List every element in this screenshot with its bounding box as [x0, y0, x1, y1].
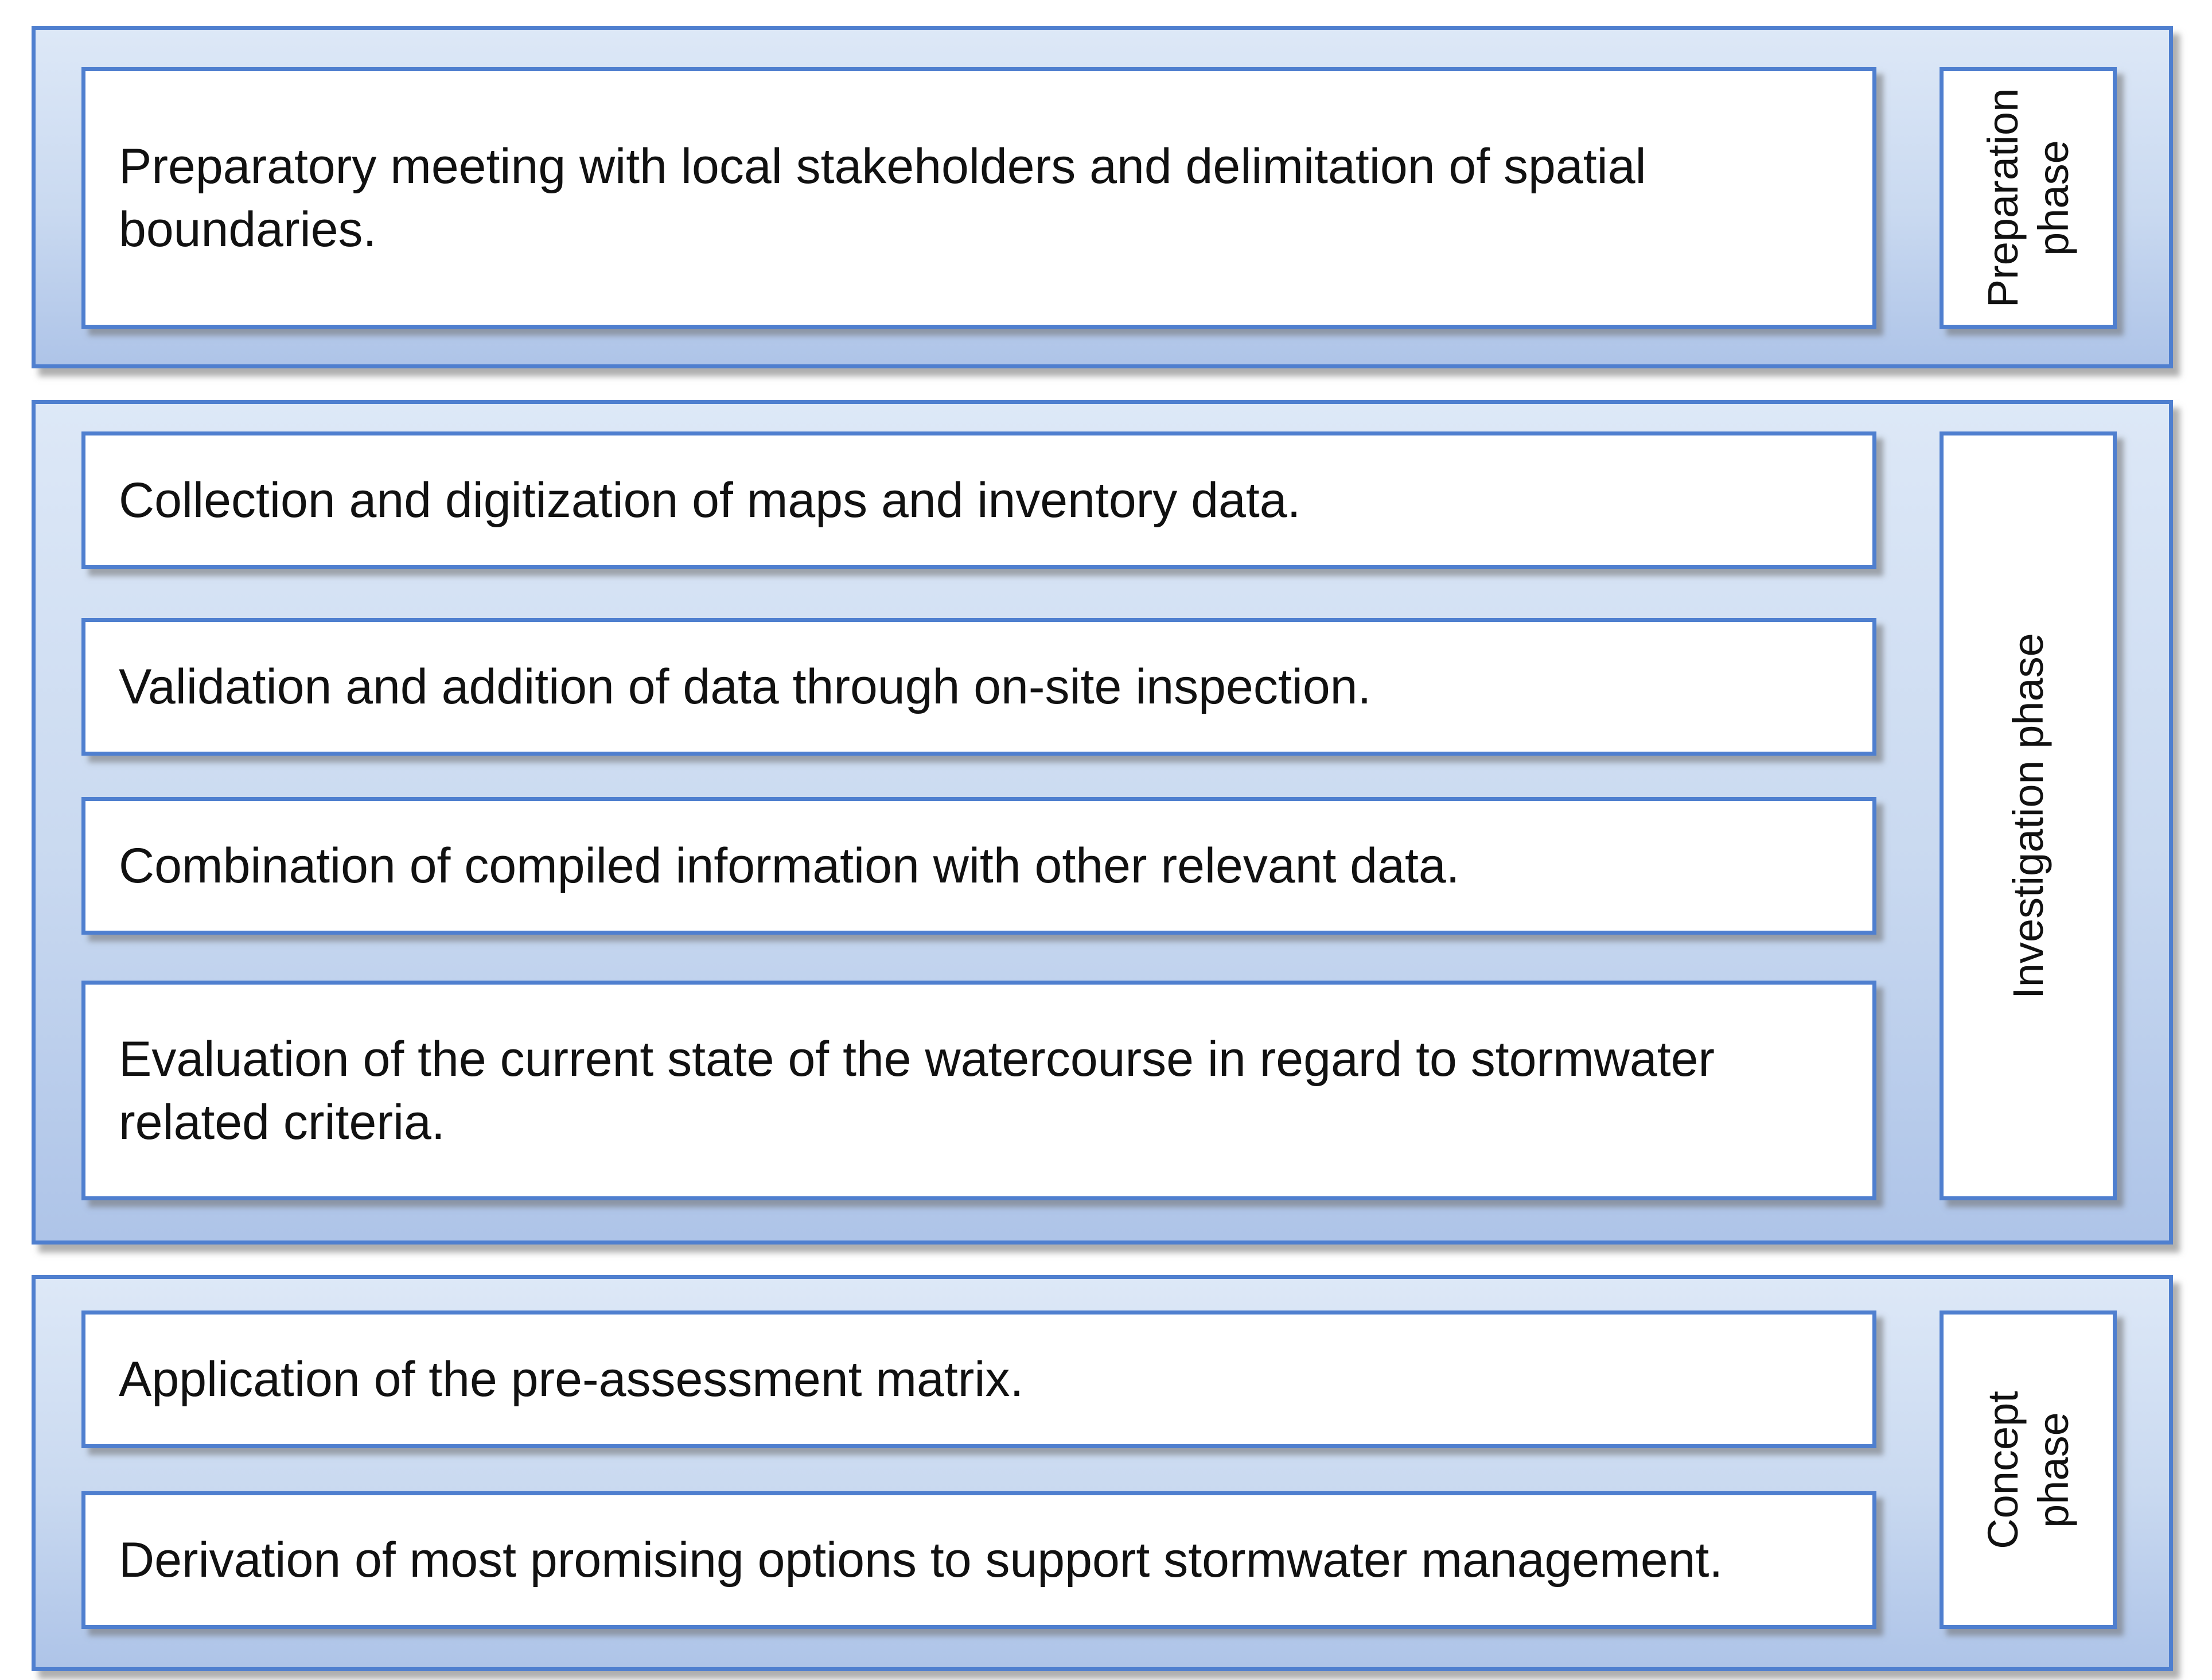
investigation-phase-panel [32, 400, 2173, 1245]
preparation-phase-label: Preparation phase [1979, 88, 2077, 308]
step-text: Evaluation of the current state of the watercourse in regard to stormwater related criteria. [119, 1031, 1715, 1150]
step-text: Collection and digitization of maps and inventory data. [119, 473, 1301, 528]
investigation-phase-label-box [1940, 431, 2117, 1200]
step-box-validation [81, 618, 1876, 756]
investigation-phase-label: Investigation phase [2004, 633, 2052, 999]
step-text: Preparatory meeting with local stakeholders and delimitation of spatial boundaries. [119, 139, 1646, 257]
step-text: Validation and addition of data through on-site inspection. [119, 659, 1372, 714]
step-text: Application of the pre-assessment matrix. [119, 1352, 1024, 1407]
step-text: Combination of compiled information with other relevant data. [119, 838, 1460, 893]
preparation-phase-panel [32, 26, 2173, 368]
concept-phase-panel [32, 1275, 2173, 1671]
step-box-combination [81, 797, 1876, 935]
step-text: Derivation of most promising options to support stormwater management. [119, 1533, 1723, 1588]
concept-phase-label: Concept phase [1979, 1390, 2077, 1549]
step-box-evaluation [81, 981, 1876, 1200]
step-box-application-matrix [81, 1310, 1876, 1448]
step-box-collection-digitization [81, 431, 1876, 569]
step-box-preparatory-meeting [81, 67, 1876, 329]
step-box-derivation-options [81, 1491, 1876, 1629]
concept-phase-label-box [1940, 1310, 2117, 1629]
preparation-phase-label-box [1940, 67, 2117, 329]
